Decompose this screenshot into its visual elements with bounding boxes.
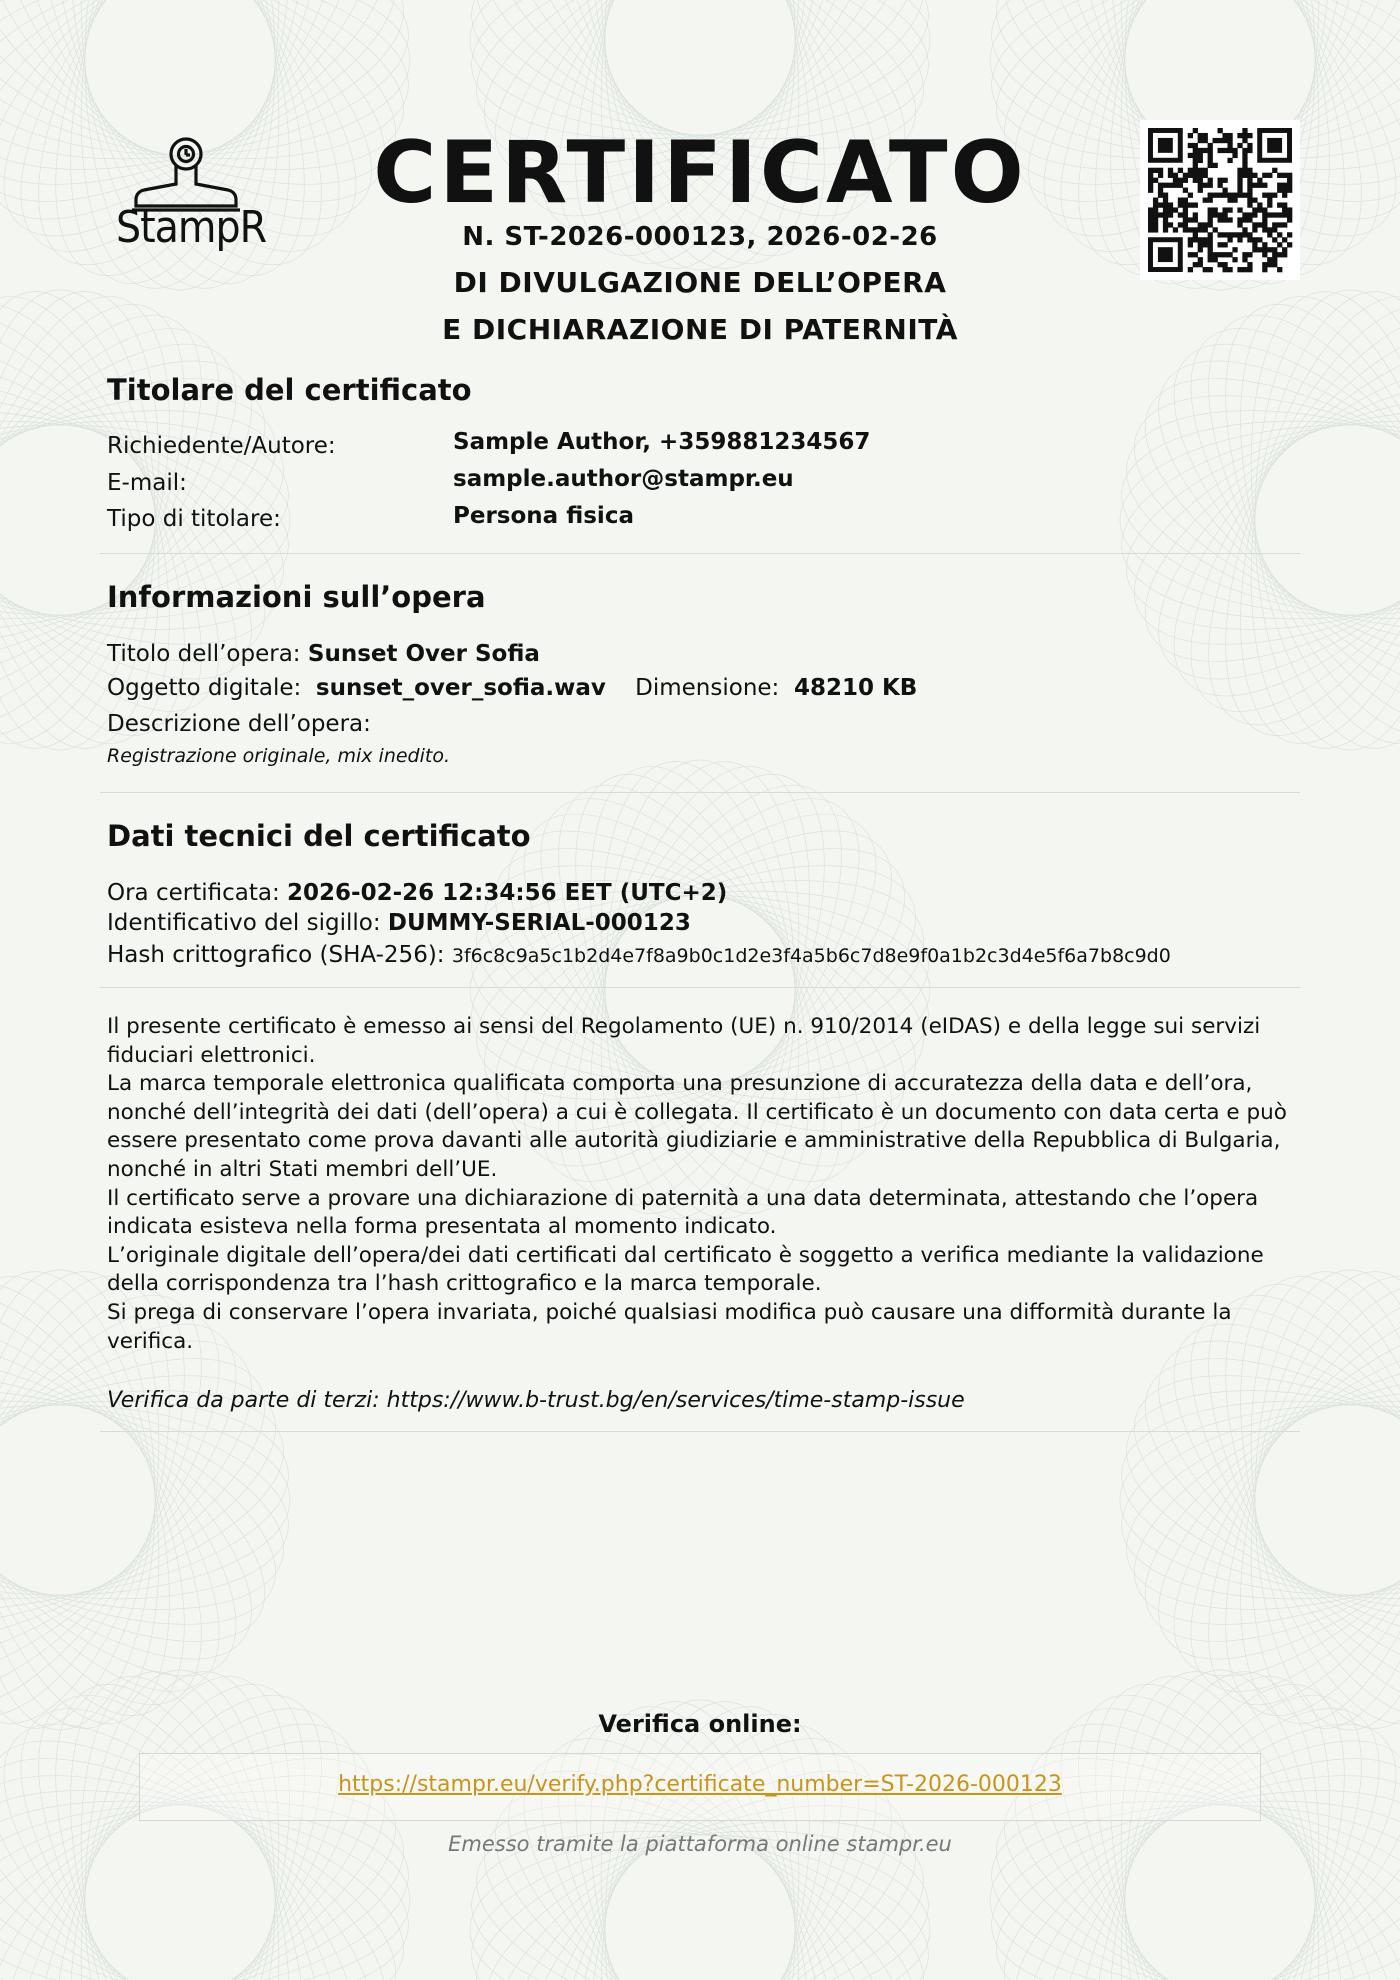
logo-text: StampR [116,202,267,253]
applicant-label: Richiedente/Autore: [107,433,336,459]
qr-code-icon [1140,120,1300,280]
certificate-number: N. ST-2026-000123, 2026-02-26 [462,222,938,252]
applicant-value: Sample Author, +359881234567 [453,429,871,455]
verify-link-box [139,1753,1261,1821]
seal-id-row [107,910,691,936]
issued-via-footer: Emesso tramite la piattaforma online stampr.eu [448,1832,952,1856]
legal-paragraph: L’originale digitale dell’opera/dei dati certificati dal certificato è soggetto a verifica mediante la validazione della corrispondenza tra l’hash crittografico e la marca temporale. [107,1242,1264,1297]
size-label: Dimensione: [635,675,780,701]
legal-paragraph: Il certificato serve a provare una dichiarazione di paternità a una data determinata, attestando che l’opera indicata esisteva nella forma presentata al momento indicato. [107,1185,1259,1240]
legal-paragraph: Il presente certificato è emesso ai sensi del Regolamento (UE) n. 910/2014 (eIDAS) e della legge sui servizi fiduciari elettronici. [107,1014,1261,1068]
divider [100,987,1300,988]
seal-id-value: DUMMY-SERIAL-000123 [387,910,691,936]
divider [100,792,1300,793]
qr-code [1140,120,1300,280]
divider [100,553,1300,554]
certified-time-row [107,880,727,906]
divider [100,1431,1300,1432]
description-value: Registrazione originale, mix inedito. [107,745,451,767]
third-party-verification: Verifica da parte di terzi: https://www.b-trust.bg/en/services/time-stamp-issue [107,1388,965,1413]
work-title-value: Sunset Over Sofia [307,641,540,667]
technical-heading: Dati tecnici del certificato [107,819,531,853]
hash-row [107,942,1171,968]
digital-object-label: Oggetto digitale: [107,675,302,701]
work-heading: Informazioni sull’opera [107,580,486,614]
size-value: 48210 KB [793,675,918,701]
certificate-subtitle-1: DI DIVULGAZIONE DELL’OPERA [453,266,947,299]
hash-value: 3f6c8c9a5c1b2d4e7f8a9b0c1d2e3f4a5b6c7d8e9f0a1b2c3d4e5f6a7b8c9d0 [451,945,1171,967]
hash-label: Hash crittografico (SHA-256): [107,942,445,968]
description-label: Descrizione dell’opera: [107,711,371,737]
holder-heading: Titolare del certificato [107,373,472,407]
legal-paragraph: Si prega di conservare l’opera invariata, poiché qualsiasi modifica può causare una difformità durante la verifica. [107,1299,1232,1354]
seal-id-label: Identificativo del sigillo: [107,910,381,936]
certificate-subtitle-2: E DICHIARAZIONE DI PATERNITÀ [442,313,958,346]
holder-type-label: Tipo di titolare: [107,506,281,532]
email-value: sample.author@stampr.eu [453,466,794,492]
stampr-logo [112,132,267,267]
verify-online-title: Verifica online: [598,1710,802,1738]
holder-type-value: Persona fisica [453,503,634,529]
digital-object-row [107,675,917,701]
verify-link[interactable]: https://stampr.eu/verify.php?certificate_number=ST-2026-000123 [338,1772,1062,1797]
digital-object-value: sunset_over_sofia.wav [315,675,606,701]
work-title-row [107,641,540,667]
certificate-title: CERTIFICATO [373,123,1027,223]
work-title-label: Titolo dell’opera: [107,641,301,667]
email-label: E-mail: [107,470,187,496]
legal-text [107,1013,1307,1356]
certified-time-label: Ora certificata: [107,880,280,906]
stamp-icon [112,132,252,212]
legal-paragraph: La marca temporale elettronica qualificata comporta una presunzione di accuratezza della data e dell’ora, nonché dell’integrità dei dati (dell’opera) a cui è collegata. Il certificato è un documento con data certa e può essere presentato come prova davanti alle autorità giudiziarie e amministrative della Repubblica di Bulgaria, nonché in altri Stati membri dell’UE. [107,1071,1287,1182]
certified-time-value: 2026-02-26 12:34:56 EET (UTC+2) [287,880,728,906]
